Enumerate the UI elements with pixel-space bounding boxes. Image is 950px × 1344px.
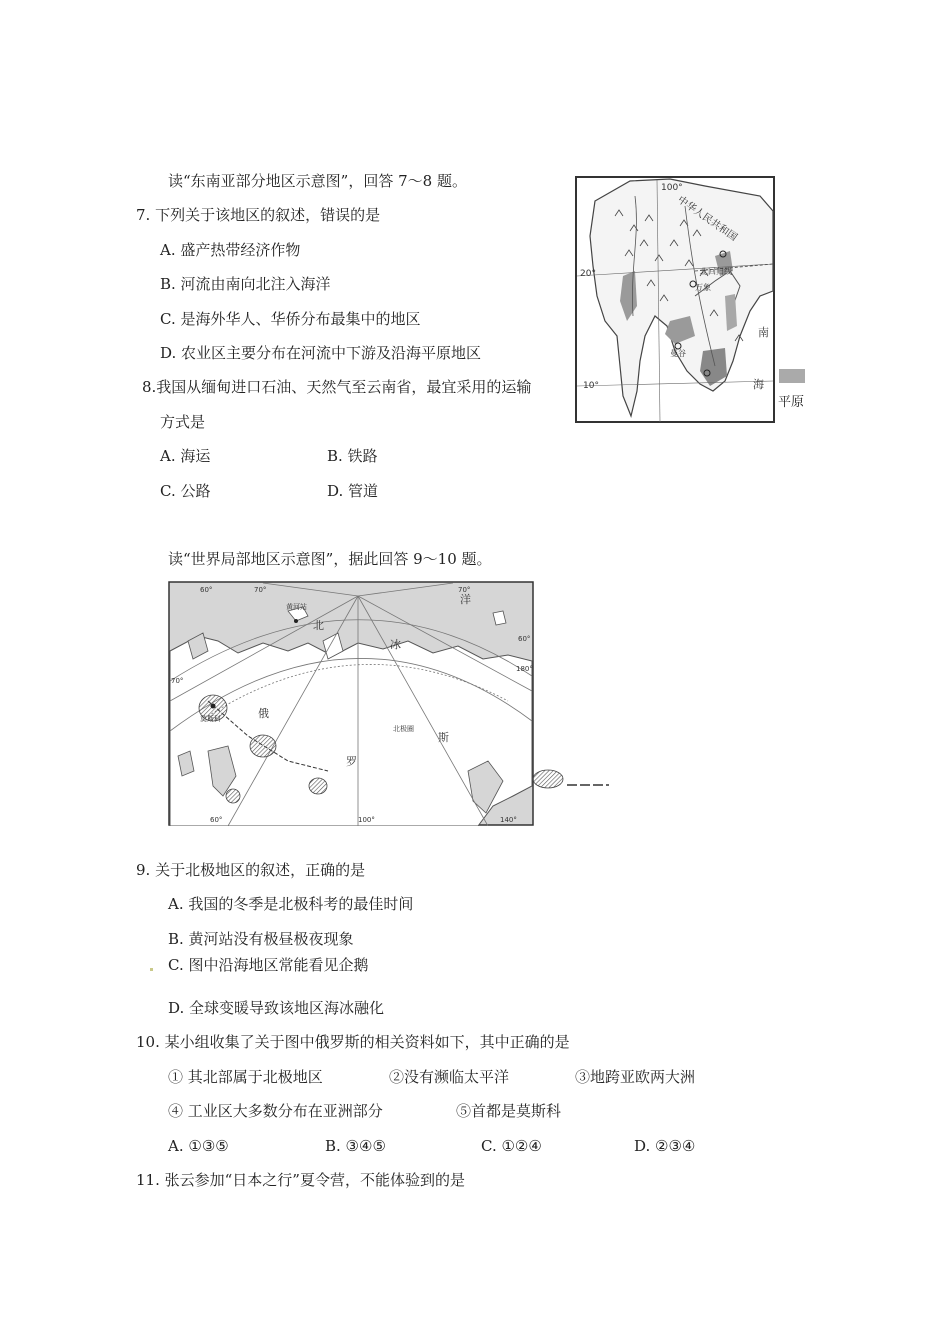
q10-option-d[interactable]: D. ②③④ — [634, 1137, 696, 1155]
label-bangkok: 曼谷 — [670, 349, 686, 358]
label-luo: 罗 — [346, 755, 357, 768]
q10-fact-4: ④ 工业区大多数分布在亚洲部分 — [168, 1102, 383, 1120]
label-lon70-right: 70° — [458, 586, 471, 594]
q10-option-b[interactable]: B. ③④⑤ — [325, 1137, 386, 1155]
label-lat70-left: 70° — [171, 677, 184, 685]
q10-option-c[interactable]: C. ①②④ — [481, 1137, 542, 1155]
q7-option-d[interactable]: D. 农业区主要分布在河流中下游及沿海平原地区 — [160, 344, 482, 362]
plain-legend-label: 平原 — [778, 395, 805, 410]
label-lon100: 100° — [661, 183, 683, 193]
intro-7-8: 读“东南亚部分地区示意图”，回答 7～8 题。 — [168, 172, 467, 190]
industrial-area-legend — [531, 767, 615, 793]
plain-legend-swatch — [779, 369, 805, 383]
q11-stem: 11. 张云参加“日本之行”夏令营，不能体验到的是 — [136, 1171, 465, 1189]
q10-fact-3: ③地跨亚欧两大洲 — [575, 1068, 696, 1086]
q7-option-c[interactable]: C. 是海外华人、华侨分布最集中的地区 — [160, 310, 421, 328]
q10-fact-5: ⑤首都是莫斯科 — [456, 1102, 562, 1120]
world-region-map — [168, 581, 534, 826]
label-lon100-bottom: 100° — [358, 816, 375, 824]
q7-stem: 7. 下列关于该地区的叙述，错误的是 — [136, 206, 381, 224]
q8-stem-line2: 方式是 — [160, 413, 206, 431]
label-sea: 海 — [753, 378, 764, 391]
label-lat10: 10° — [583, 381, 599, 391]
q10-option-a[interactable]: A. ①③⑤ — [168, 1137, 229, 1155]
label-lon180: 180° — [516, 665, 533, 673]
label-tropic: 北回归线 — [700, 267, 732, 276]
label-yang: 洋 — [460, 593, 471, 606]
q8-option-c[interactable]: C. 公路 — [160, 482, 211, 500]
q8-option-b[interactable]: B. 铁路 — [327, 447, 378, 465]
scan-speck — [150, 968, 153, 971]
intro-9-10: 读“世界局部地区示意图”，据此回答 9～10 题。 — [168, 550, 492, 568]
q9-option-a[interactable]: A. 我国的冬季是北极科考的最佳时间 — [168, 895, 414, 913]
label-arctic-circle: 北极圈 — [393, 725, 414, 733]
q10-fact-2: ②没有濒临太平洋 — [389, 1068, 510, 1086]
label-bei: 北 — [313, 619, 324, 632]
q9-option-b[interactable]: B. 黄河站没有极昼极夜现象 — [168, 930, 354, 948]
label-lon140-bottom: 140° — [500, 816, 517, 824]
southeast-asia-map — [575, 176, 775, 423]
label-south: 南 — [758, 326, 769, 339]
q10-stem: 10. 某小组收集了关于图中俄罗斯的相关资料如下，其中正确的是 — [136, 1033, 570, 1051]
label-si: 斯 — [438, 731, 449, 744]
q9-option-c[interactable]: C. 图中沿海地区常能看见企鹅 — [168, 956, 369, 974]
q9-stem: 9. 关于北极地区的叙述，正确的是 — [136, 861, 366, 879]
label-lat60-right: 60° — [518, 635, 531, 643]
q8-option-d[interactable]: D. 管道 — [327, 482, 379, 500]
q8-stem-line1: 8.我国从缅甸进口石油、天然气至云南省，最宜采用的运输 — [142, 378, 532, 396]
label-lon70-top: 70° — [254, 586, 267, 594]
label-lon60-top: 60° — [200, 586, 213, 594]
label-lat20: 20° — [580, 269, 596, 279]
label-moscow: 莫斯科 — [200, 715, 221, 723]
label-vientiane: 万象 — [695, 283, 711, 292]
label-yellow-river-station: 黄河站 — [286, 603, 307, 611]
q7-option-a[interactable]: A. 盛产热带经济作物 — [160, 241, 301, 259]
label-e: 俄 — [258, 707, 269, 720]
label-bing: 冰 — [390, 638, 401, 651]
q7-option-b[interactable]: B. 河流由南向北注入海洋 — [160, 275, 331, 293]
label-lon60-bottom: 60° — [210, 816, 223, 824]
q10-fact-1: ① 其北部属于北极地区 — [168, 1068, 323, 1086]
q8-option-a[interactable]: A. 海运 — [160, 447, 211, 465]
q9-option-d[interactable]: D. 全球变暖导致该地区海冰融化 — [168, 999, 385, 1017]
label-china: 中华人民共和国 — [675, 194, 739, 244]
